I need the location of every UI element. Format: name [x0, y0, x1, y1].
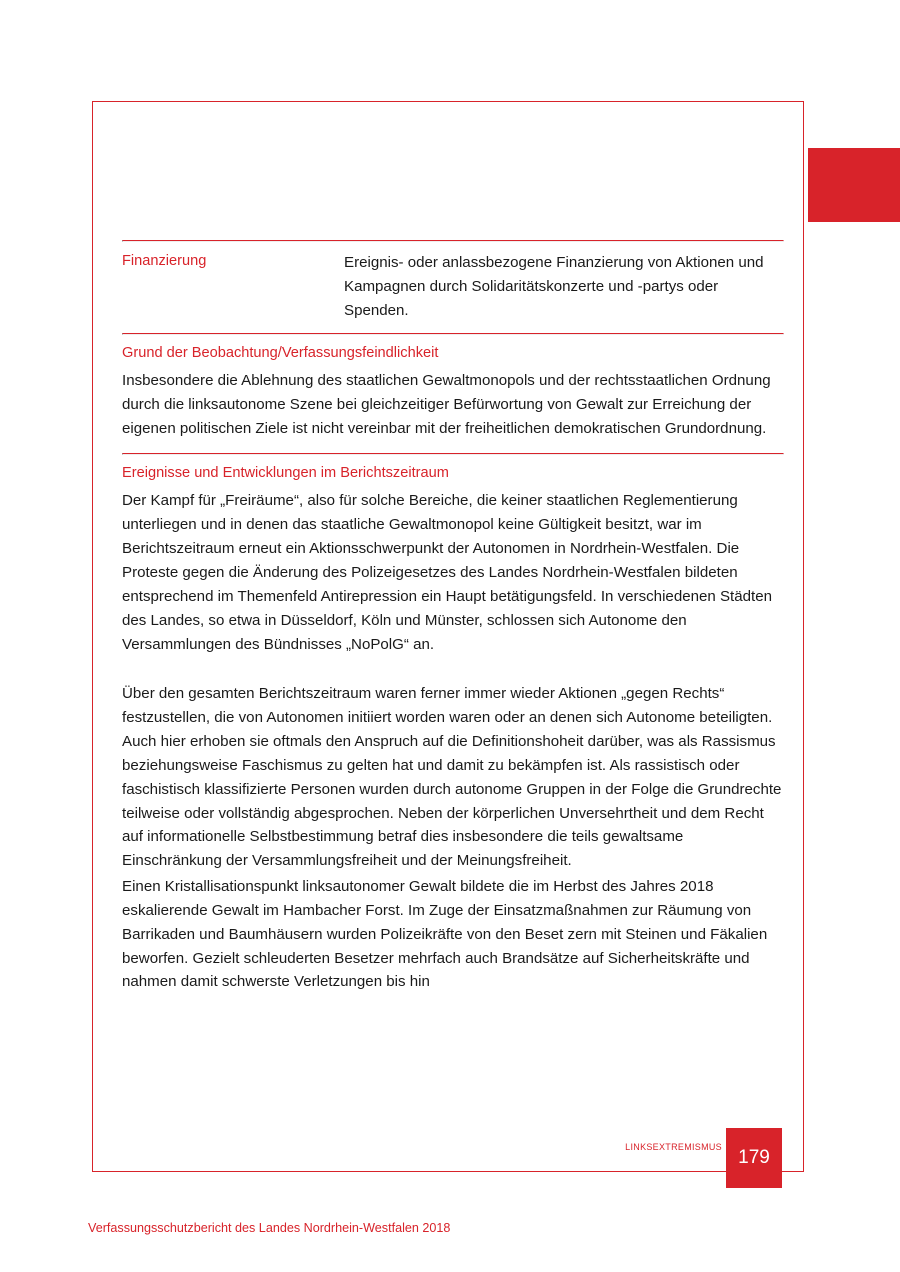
chapter-label-text: linksextremismus	[625, 1138, 722, 1153]
section-ereignisse-entwicklungen	[122, 455, 782, 1007]
page-content	[122, 240, 782, 1006]
page-number: 179	[738, 1147, 770, 1168]
footer-source-line: Verfassungsschutzbericht des Landes Nordrhein-Westfalen 2018	[88, 1221, 451, 1235]
section-heading: Grund der Beobachtung/Verfassungsfeindlichkeit	[122, 344, 439, 361]
definition-row-finanzierung	[122, 242, 782, 333]
definition-value: Ereignis- oder anlassbezogene Finanzierung von Aktionen und Kampagnen durch Solidaritätskonzerte und -partys oder Spenden.	[344, 254, 764, 319]
section-grund-der-beobachtung	[122, 335, 782, 453]
chapter-color-tab	[808, 148, 900, 222]
section-paragraph: Insbesondere die Ablehnung des staatlichen Gewaltmonopols und der rechtsstaatlichen Ordnung durch die linksautonome Szene bei gleichzeitiger Befürwortung von Gewalt zur Erreichung der eigenen politischen Ziele ist nicht vereinbar mit der freiheitlichen demokratischen Grundordnung.	[122, 372, 771, 437]
section-heading: Ereignisse und Entwicklungen im Berichtszeitraum	[122, 464, 449, 481]
section-paragraph: Einen Kristallisationspunkt linksautonomer Gewalt bildete die im Herbst des Jahres 2018 eskalierende Gewalt im Hambacher Forst. Im Zuge der Einsatzmaßnahmen zur Räumung von Barrikaden und Baumhäusern wurden Polizeikräfte von den Beset zern mit Steinen und Fäkalien beworfen. Gezielt schleuderten Besetzer mehrfach auch Brandsätze auf Sicherheitskräfte und nahmen damit schwerste Verletzungen bis hin	[122, 878, 768, 991]
footer-chapter-label	[122, 1138, 722, 1153]
section-paragraph: Über den gesamten Berichtszeitraum waren ferner immer wieder Aktionen „gegen Rechts“ festzustellen, die von Autonomen initiiert worden waren oder an denen sich Autonome beteiligten. Auch hier erhoben sie oftmals den Anspruch auf die Definitionshoheit darüber, was als Rassismus beziehungsweise Faschismus zu gelten hat und damit zu bekämpfen ist. Als rassistisch oder faschistisch klassifizierte Personen wurden durch autonome Gruppen in der Folge die Grundrechte teilweise oder vollständig abgesprochen. Neben der körperlichen Unversehrtheit und dem Recht auf informationelle Selbstbestimmung betraf dies insbesondere die teils gewaltsame Einschränkung der Versammlungsfreiheit und der Meinungsfreiheit.	[122, 685, 782, 870]
page-number-badge	[726, 1128, 782, 1188]
section-paragraph: Der Kampf für „Freiräume“, also für solche Bereiche, die keiner staatlichen Reglementierung unterliegen und in denen das staatliche Gewaltmonopol keine Gültigkeit besitzt, war im Berichtszeitraum erneut ein Aktionsschwerpunkt der Autonomen in Nordrhein-Westfalen. Die Proteste gegen die Änderung des Polizeigesetzes des Landes Nordrhein-Westfalen bildeten entsprechend im Themenfeld Antirepression ein Haupt betätigungsfeld. In verschiedenen Städten des Landes, so etwa in Düsseldorf, Köln und Münster, schlossen sich Autonome den Versammlungen des Bündnisses „NoPolG“ an.	[122, 492, 773, 653]
definition-label: Finanzierung	[122, 253, 207, 269]
